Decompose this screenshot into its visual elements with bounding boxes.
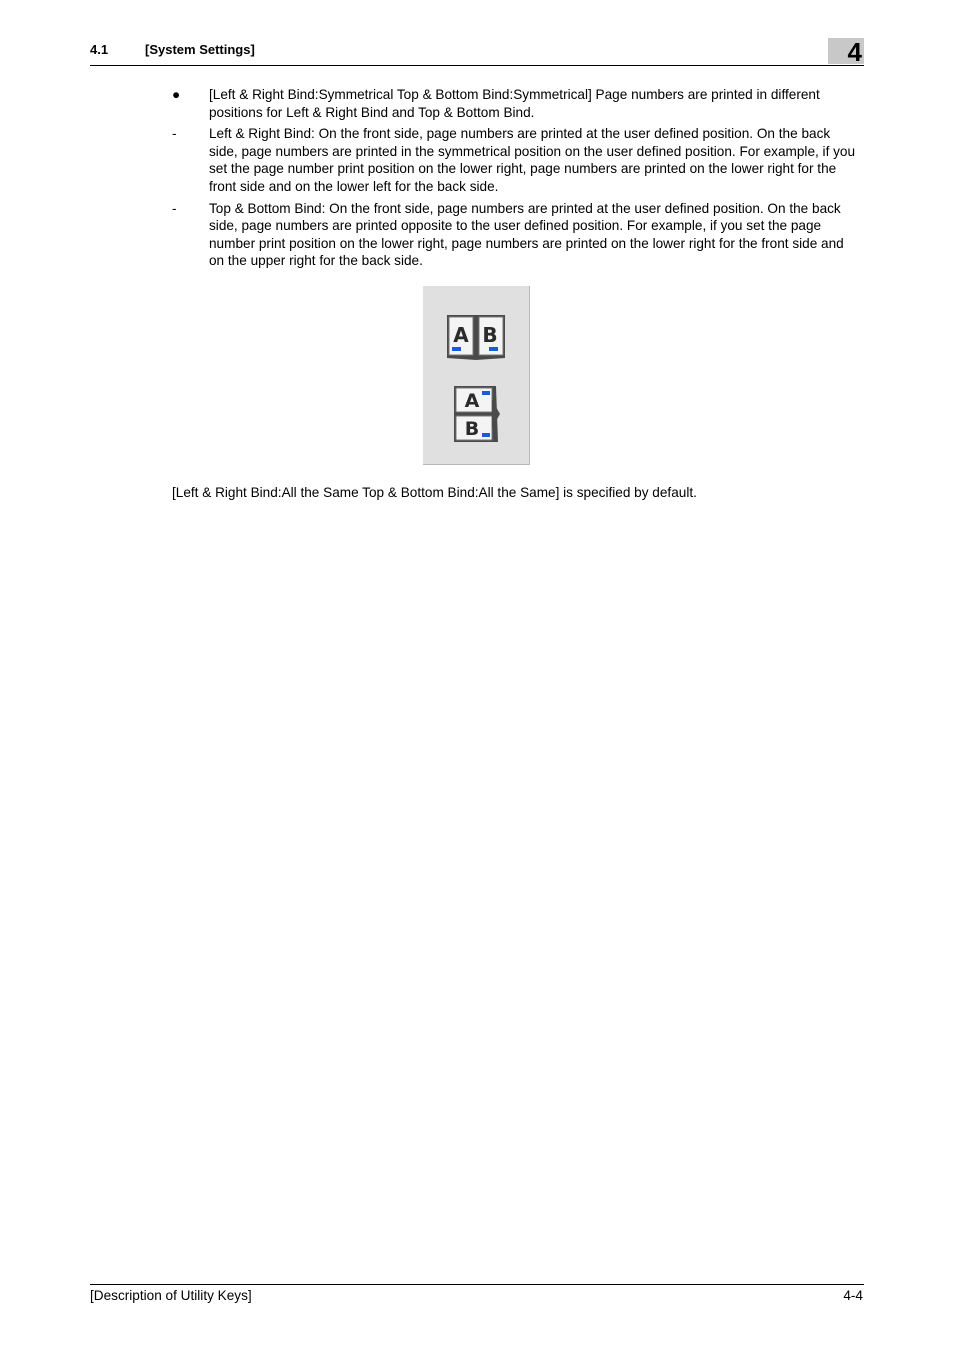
running-header — [90, 42, 255, 58]
page-a-label: A — [453, 322, 469, 347]
page-number-marker — [489, 347, 498, 351]
list-item — [172, 125, 862, 195]
default-setting-note: [Left & Right Bind:All the Same Top & Bottom Bind:All the Same] is specified by default. — [172, 484, 697, 500]
dash-marker: - — [172, 126, 177, 142]
page-b-label: B — [482, 322, 498, 347]
left-right-bind-icon — [447, 315, 505, 360]
dash-marker: - — [172, 200, 177, 216]
page-b-label: B — [464, 417, 480, 440]
header-divider — [90, 65, 864, 66]
list-item — [172, 200, 862, 270]
binding-illustration — [423, 286, 530, 465]
chapter-tab — [828, 37, 864, 67]
section-title: [System Settings] — [145, 42, 255, 57]
binding-icons-svg — [423, 286, 529, 464]
page-number-marker — [482, 433, 490, 437]
page-number-marker — [482, 391, 490, 395]
page-number: 4-4 — [843, 1288, 863, 1303]
list-item-text: Left & Right Bind: On the front side, page numbers are printed at the user defined position. On the back side, page numbers are printed in the symmetrical position on the user defined position. For example, if you set the page number print position on the lower right, page numbers are printed on the lower right for the front side and on the lower left for the back side. — [209, 126, 856, 194]
footer-manual-title: [Description of Utility Keys] — [90, 1288, 252, 1303]
top-bottom-bind-icon — [454, 386, 500, 442]
main-content — [172, 86, 862, 502]
page-number-marker — [452, 347, 461, 351]
footer-divider — [90, 1284, 864, 1285]
list-item — [172, 86, 862, 121]
bullet-marker: ● — [172, 87, 181, 102]
page-a-label: A — [464, 389, 480, 412]
section-number: 4.1 — [90, 42, 109, 57]
list-item-text: [Left & Right Bind:Symmetrical Top & Bottom Bind:Symmetrical] Page numbers are printed in different positions for Left & Right Bind and Top & Bottom Bind. — [209, 87, 820, 120]
chapter-number: 4 — [847, 37, 862, 67]
list-item-text: Top & Bottom Bind: On the front side, page numbers are printed at the user defined position. On the back side, page numbers are printed opposite to the user defined position. For example, if you set the page number print position on the lower right, page numbers are printed on the lower right for the front side and on the upper right for the back side. — [209, 200, 844, 269]
